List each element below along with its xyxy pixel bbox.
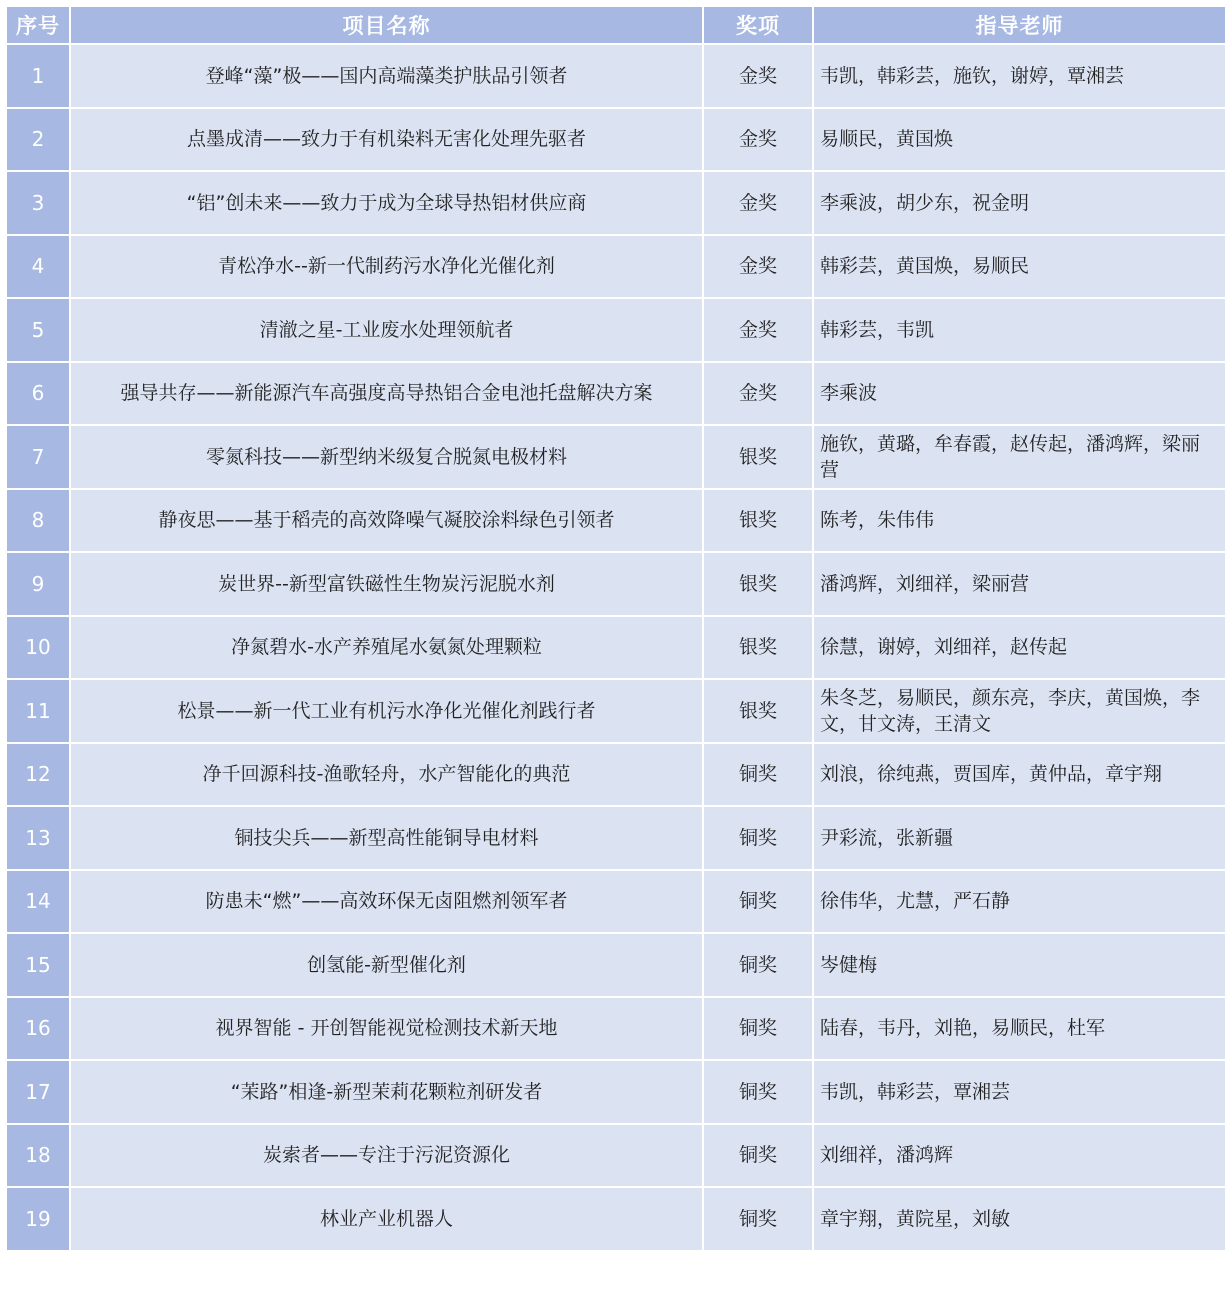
teacher-list: 朱冬芝，易顺民，颜东亮，李庆，黄国焕，李文，甘文涛，王清文 xyxy=(813,679,1226,743)
row-number: 4 xyxy=(6,235,70,299)
header-teacher: 指导老师 xyxy=(813,6,1226,44)
row-number: 13 xyxy=(6,806,70,870)
row-number: 9 xyxy=(6,552,70,616)
table-body xyxy=(6,44,1226,1251)
teacher-list: 潘鸿辉，刘细祥，梁丽营 xyxy=(813,552,1226,616)
row-number: 17 xyxy=(6,1060,70,1124)
table-row xyxy=(6,44,1226,108)
header-row xyxy=(6,6,1226,44)
teacher-list: 韦凯，韩彩芸，覃湘芸 xyxy=(813,1060,1226,1124)
table-row xyxy=(6,806,1226,870)
row-number: 8 xyxy=(6,489,70,553)
award-level: 金奖 xyxy=(703,298,813,362)
table-row xyxy=(6,616,1226,680)
teacher-list: 岑健梅 xyxy=(813,933,1226,997)
project-name: 登峰“藻”极——国内高端藻类护肤品引领者 xyxy=(70,44,703,108)
award-level: 金奖 xyxy=(703,171,813,235)
table-row xyxy=(6,552,1226,616)
row-number: 19 xyxy=(6,1187,70,1251)
awards-table xyxy=(5,5,1227,1252)
header-no: 序号 xyxy=(6,6,70,44)
teacher-list: 章宇翔，黄院星，刘敏 xyxy=(813,1187,1226,1251)
table-header xyxy=(6,6,1226,44)
row-number: 7 xyxy=(6,425,70,489)
award-level: 银奖 xyxy=(703,552,813,616)
award-level: 铜奖 xyxy=(703,870,813,934)
award-level: 铜奖 xyxy=(703,1124,813,1188)
project-name: 林业产业机器人 xyxy=(70,1187,703,1251)
table-row xyxy=(6,362,1226,426)
award-level: 铜奖 xyxy=(703,1187,813,1251)
teacher-list: 刘浪，徐纯燕，贾国库，黄仲品，章宇翔 xyxy=(813,743,1226,807)
header-award: 奖项 xyxy=(703,6,813,44)
table-row xyxy=(6,743,1226,807)
award-level: 金奖 xyxy=(703,108,813,172)
award-level: 铜奖 xyxy=(703,997,813,1061)
project-name: 炭世界--新型富铁磁性生物炭污泥脱水剂 xyxy=(70,552,703,616)
teacher-list: 陈考，朱伟伟 xyxy=(813,489,1226,553)
award-level: 银奖 xyxy=(703,679,813,743)
teacher-list: 尹彩流，张新疆 xyxy=(813,806,1226,870)
table-row xyxy=(6,425,1226,489)
award-level: 银奖 xyxy=(703,489,813,553)
table-row xyxy=(6,489,1226,553)
project-name: 净千回源科技-渔歌轻舟，水产智能化的典范 xyxy=(70,743,703,807)
awards-table-container xyxy=(5,5,1225,1252)
project-name: 防患未“燃”——高效环保无卤阻燃剂领军者 xyxy=(70,870,703,934)
teacher-list: 李乘波 xyxy=(813,362,1226,426)
row-number: 12 xyxy=(6,743,70,807)
row-number: 18 xyxy=(6,1124,70,1188)
teacher-list: 刘细祥，潘鸿辉 xyxy=(813,1124,1226,1188)
award-level: 铜奖 xyxy=(703,743,813,807)
teacher-list: 徐慧，谢婷，刘细祥，赵传起 xyxy=(813,616,1226,680)
project-name: 净氮碧水-水产养殖尾水氨氮处理颗粒 xyxy=(70,616,703,680)
teacher-list: 韩彩芸，韦凯 xyxy=(813,298,1226,362)
teacher-list: 易顺民，黄国焕 xyxy=(813,108,1226,172)
table-row xyxy=(6,298,1226,362)
teacher-list: 李乘波，胡少东，祝金明 xyxy=(813,171,1226,235)
row-number: 5 xyxy=(6,298,70,362)
teacher-list: 施钦，黄璐，牟春霞，赵传起，潘鸿辉，梁丽营 xyxy=(813,425,1226,489)
project-name: 点墨成清——致力于有机染料无害化处理先驱者 xyxy=(70,108,703,172)
table-row xyxy=(6,1187,1226,1251)
project-name: 铜技尖兵——新型高性能铜导电材料 xyxy=(70,806,703,870)
teacher-list: 徐伟华，尤慧，严石静 xyxy=(813,870,1226,934)
project-name: 清澈之星-工业废水处理领航者 xyxy=(70,298,703,362)
table-row xyxy=(6,870,1226,934)
row-number: 1 xyxy=(6,44,70,108)
row-number: 10 xyxy=(6,616,70,680)
award-level: 金奖 xyxy=(703,235,813,299)
project-name: 视界智能 - 开创智能视觉检测技术新天地 xyxy=(70,997,703,1061)
award-level: 铜奖 xyxy=(703,806,813,870)
project-name: 零氮科技——新型纳米级复合脱氮电极材料 xyxy=(70,425,703,489)
award-level: 铜奖 xyxy=(703,1060,813,1124)
project-name: 松景——新一代工业有机污水净化光催化剂践行者 xyxy=(70,679,703,743)
project-name: 创氢能-新型催化剂 xyxy=(70,933,703,997)
row-number: 15 xyxy=(6,933,70,997)
award-level: 金奖 xyxy=(703,362,813,426)
award-level: 银奖 xyxy=(703,425,813,489)
project-name: “铝”创未来——致力于成为全球导热铝材供应商 xyxy=(70,171,703,235)
teacher-list: 韩彩芸，黄国焕，易顺民 xyxy=(813,235,1226,299)
project-name: 炭索者——专注于污泥资源化 xyxy=(70,1124,703,1188)
award-level: 铜奖 xyxy=(703,933,813,997)
award-level: 金奖 xyxy=(703,44,813,108)
row-number: 14 xyxy=(6,870,70,934)
table-row xyxy=(6,1124,1226,1188)
project-name: “茉路”相逢-新型茉莉花颗粒剂研发者 xyxy=(70,1060,703,1124)
table-row xyxy=(6,235,1226,299)
project-name: 静夜思——基于稻壳的高效降噪气凝胶涂料绿色引领者 xyxy=(70,489,703,553)
table-row xyxy=(6,679,1226,743)
award-level: 银奖 xyxy=(703,616,813,680)
table-row xyxy=(6,1060,1226,1124)
table-row xyxy=(6,108,1226,172)
table-row xyxy=(6,171,1226,235)
row-number: 11 xyxy=(6,679,70,743)
row-number: 2 xyxy=(6,108,70,172)
row-number: 16 xyxy=(6,997,70,1061)
row-number: 6 xyxy=(6,362,70,426)
table-row xyxy=(6,997,1226,1061)
project-name: 强导共存——新能源汽车高强度高导热铝合金电池托盘解决方案 xyxy=(70,362,703,426)
table-row xyxy=(6,933,1226,997)
project-name: 青松净水--新一代制药污水净化光催化剂 xyxy=(70,235,703,299)
row-number: 3 xyxy=(6,171,70,235)
header-project-name: 项目名称 xyxy=(70,6,703,44)
teacher-list: 韦凯，韩彩芸，施钦，谢婷，覃湘芸 xyxy=(813,44,1226,108)
teacher-list: 陆春，韦丹，刘艳，易顺民，杜军 xyxy=(813,997,1226,1061)
